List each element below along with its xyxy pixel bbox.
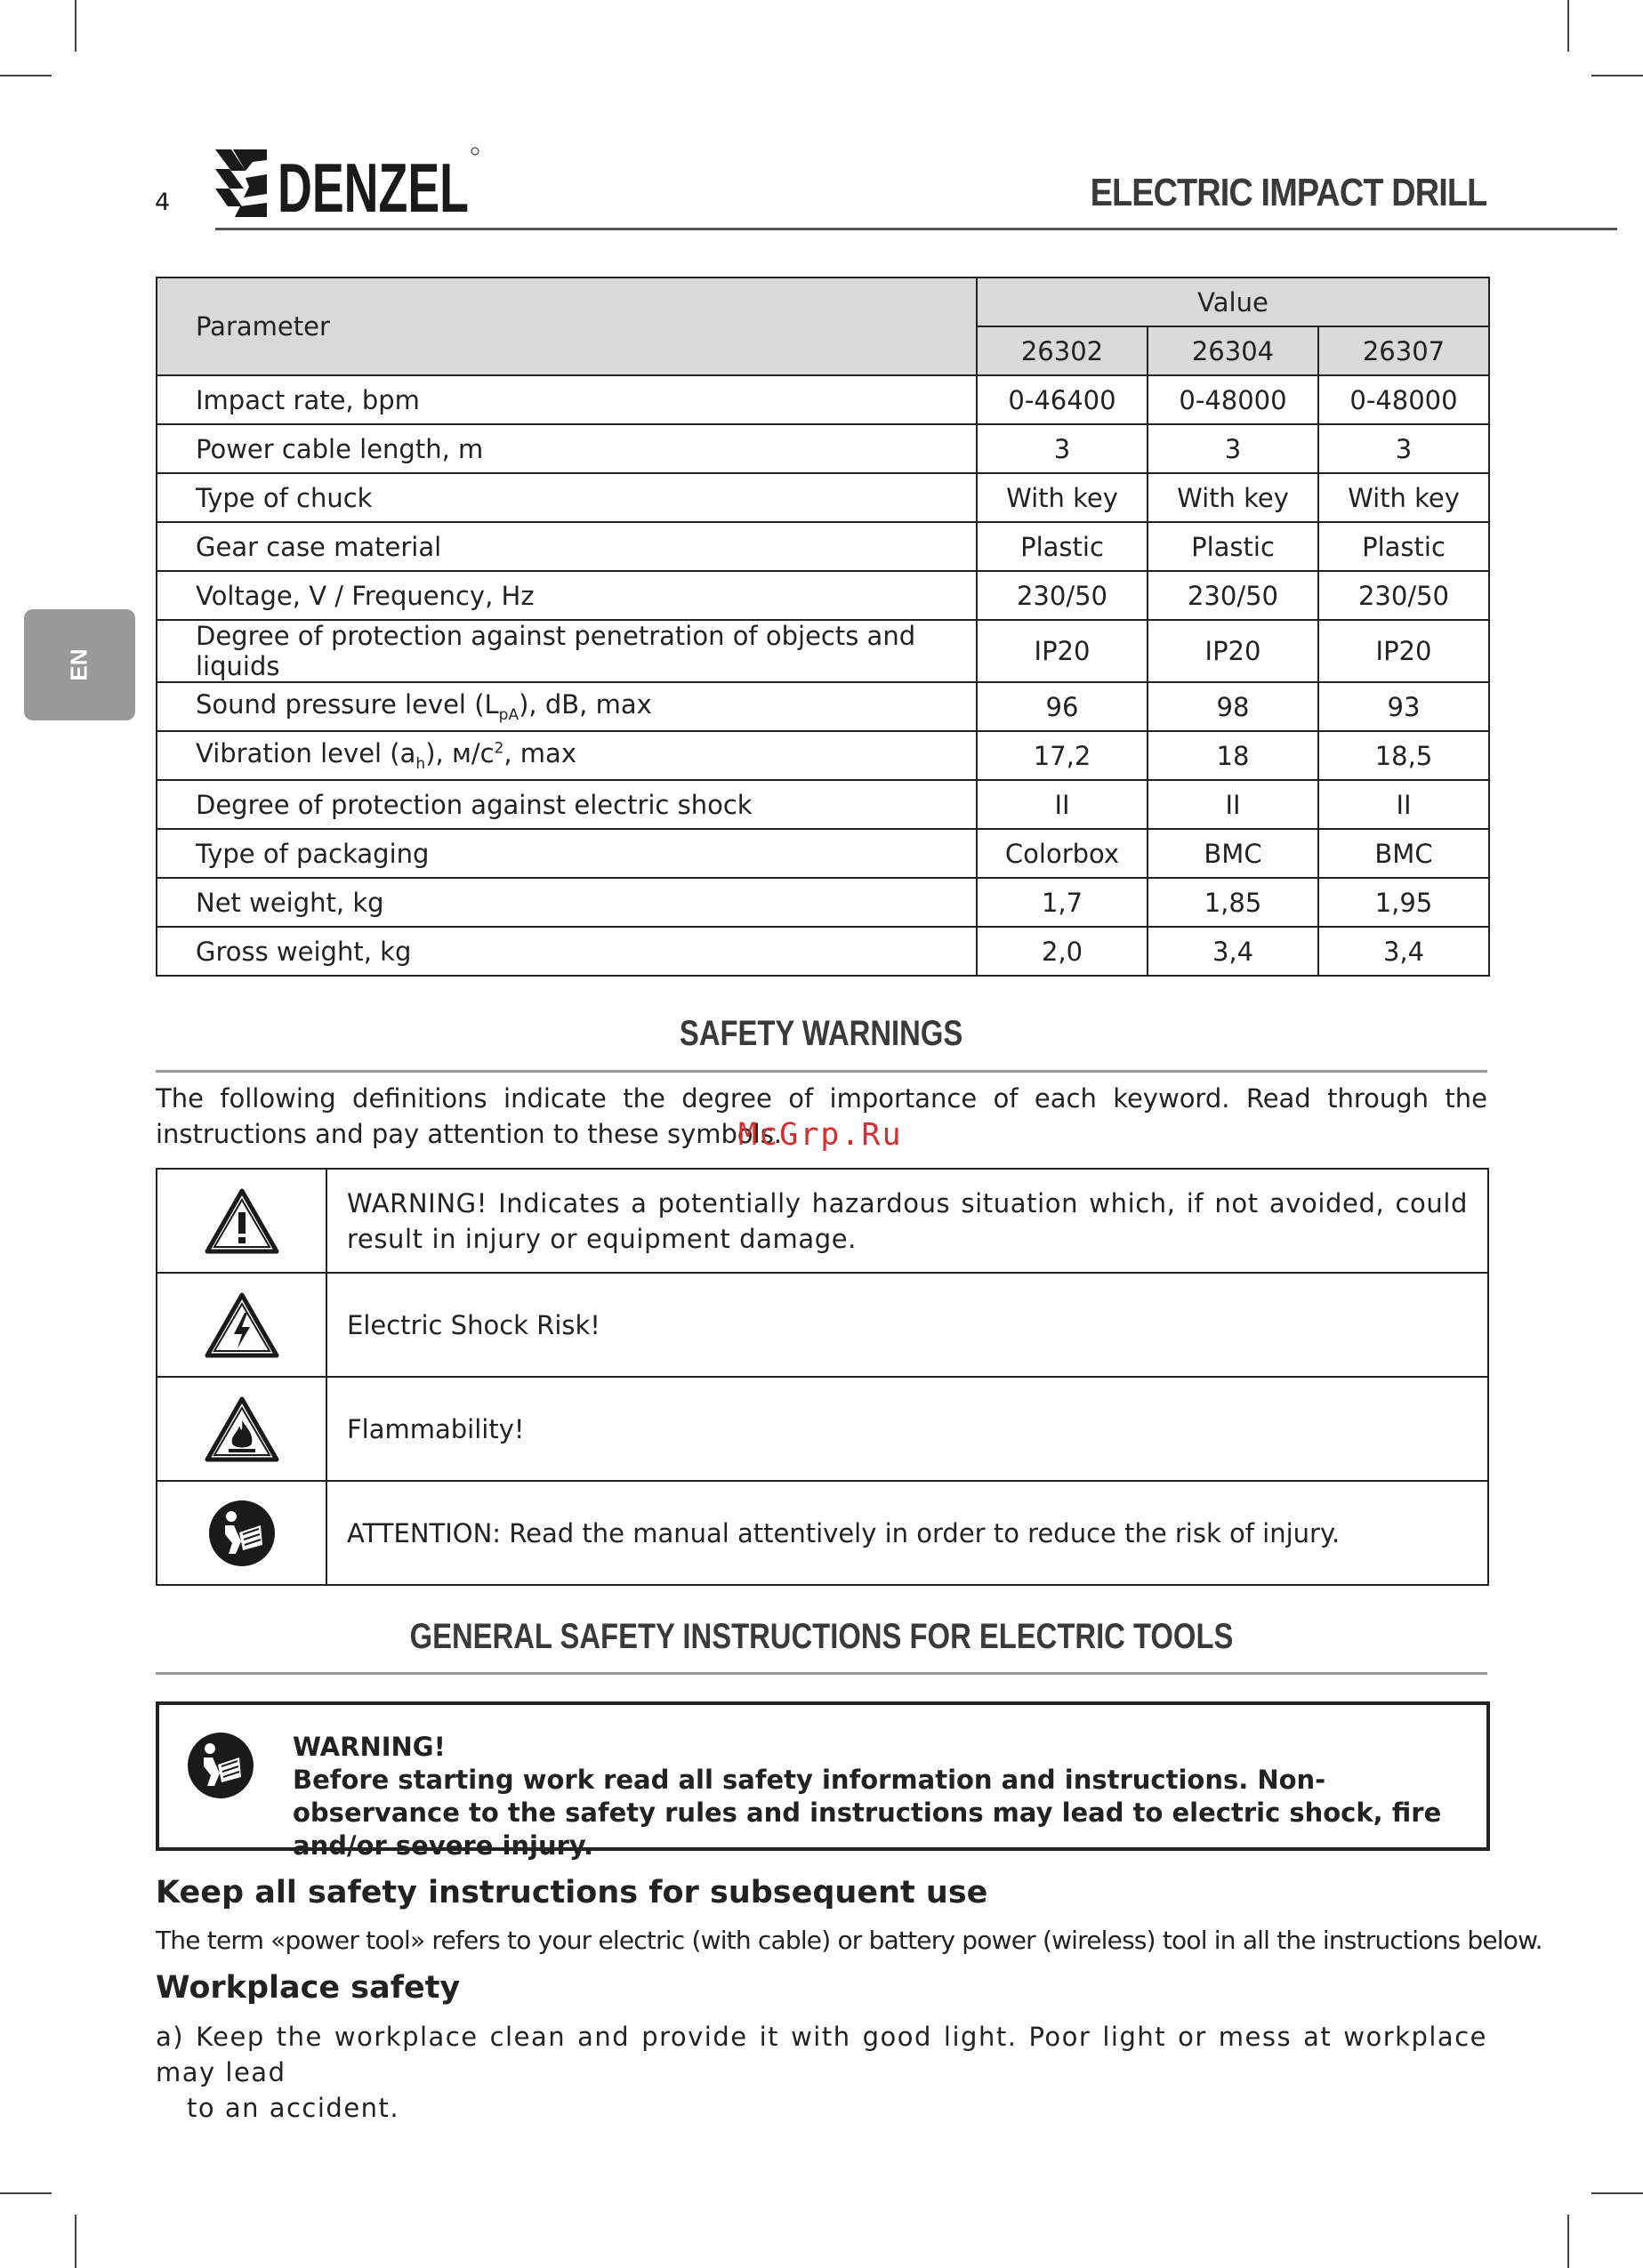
list-item: a) Keep the workplace clean and provide it with good light. Poor light or mess at workplace may lead to an accident. <box>156 2022 1487 2123</box>
table-row <box>157 522 1489 571</box>
param-cell: Degree of protection against electric shock <box>157 780 977 829</box>
workplace-safety-heading: Workplace safety <box>156 1970 461 2006</box>
value-cell: BMC <box>1318 829 1489 878</box>
crop-mark <box>75 0 77 52</box>
table-row <box>157 1272 1487 1376</box>
value-cell: BMC <box>1148 829 1318 878</box>
warning-label: WARNING! <box>293 1732 446 1762</box>
value-cell: 3 <box>1318 424 1489 473</box>
crop-mark <box>1591 75 1643 76</box>
table-row <box>157 473 1489 522</box>
param-cell: Degree of protection against penetration of objects and liquids <box>157 620 977 682</box>
param-cell: Gear case material <box>157 522 977 571</box>
value-cell: IP20 <box>1318 620 1489 682</box>
value-cell: IP20 <box>977 620 1148 682</box>
table-row <box>157 829 1489 878</box>
document-title: ELECTRIC IMPACT DRILL <box>1090 171 1486 214</box>
header-divider <box>215 228 1617 230</box>
value-cell: 230/50 <box>1148 571 1318 620</box>
language-tab <box>24 609 135 720</box>
model-header: 26304 <box>1148 326 1318 375</box>
value-cell: With key <box>1318 473 1489 522</box>
value-cell: With key <box>1148 473 1318 522</box>
value-cell: 1,85 <box>1148 878 1318 927</box>
section-divider <box>156 1672 1487 1675</box>
table-row <box>157 571 1489 620</box>
watermark: McGrp.Ru <box>738 1117 903 1153</box>
crop-mark <box>0 2192 52 2194</box>
value-cell: 230/50 <box>977 571 1148 620</box>
read-manual-icon <box>207 1499 277 1568</box>
table-row <box>157 927 1489 976</box>
symbols-table <box>156 1168 1489 1586</box>
value-cell: 17,2 <box>977 731 1148 780</box>
keep-instructions-heading: Keep all safety instructions for subsequent use <box>156 1875 988 1910</box>
value-cell: II <box>1318 780 1489 829</box>
value-cell: 98 <box>1148 682 1318 731</box>
crop-mark <box>1567 2215 1569 2268</box>
warning-triangle-icon <box>204 1187 280 1255</box>
param-cell: Gross weight, kg <box>157 927 977 976</box>
table-row <box>157 620 1489 682</box>
section-divider <box>156 1070 1487 1073</box>
value-cell: II <box>977 780 1148 829</box>
value-cell: 3,4 <box>1318 927 1489 976</box>
value-cell: 93 <box>1318 682 1489 731</box>
crop-mark <box>0 75 52 76</box>
language-tab-label: EN <box>66 648 93 681</box>
power-tool-definition: The term «power tool» refers to your electric (with cable) or battery power (wireless) tool in all the instructions below. <box>156 1926 1542 1955</box>
value-cell: Plastic <box>1148 522 1318 571</box>
table-row <box>157 424 1489 473</box>
value-cell: Colorbox <box>977 829 1148 878</box>
flammable-icon <box>204 1395 280 1463</box>
param-cell: Type of packaging <box>157 829 977 878</box>
warning-text <box>293 1731 1467 1862</box>
value-cell: 1,7 <box>977 878 1148 927</box>
table-row <box>157 731 1489 780</box>
value-cell: Plastic <box>1318 522 1489 571</box>
value-cell: With key <box>977 473 1148 522</box>
table-row <box>157 682 1489 731</box>
value-cell: 3 <box>1148 424 1318 473</box>
symbol-description: ATTENTION: Read the manual attentively in order to reduce the risk of injury. <box>347 1517 1341 1548</box>
value-cell: 0-46400 <box>977 375 1148 424</box>
table-row <box>157 375 1489 424</box>
value-cell: 96 <box>977 682 1148 731</box>
safety-intro: The following definitions indicate the degree of importance of each keyword. Read through the instructions and pay attention to these symbols. <box>156 1083 1487 1149</box>
table-row <box>157 878 1489 927</box>
table-row <box>157 780 1489 829</box>
param-cell: Voltage, V / Frequency, Hz <box>157 571 977 620</box>
warning-body: Before starting work read all safety information and instructions. Non-observance to the safety rules and instructions may lead to electric shock, fire and/or severe injury. <box>293 1765 1442 1861</box>
param-cell: Net weight, kg <box>157 878 977 927</box>
param-cell: Impact rate, bpm <box>157 375 977 424</box>
value-cell: 3 <box>977 424 1148 473</box>
general-safety-title: GENERAL SAFETY INSTRUCTIONS FOR ELECTRIC TOOLS <box>409 1617 1234 1656</box>
value-cell: 18 <box>1148 731 1318 780</box>
symbol-description: Flammability! <box>347 1413 525 1444</box>
crop-mark <box>75 2215 77 2268</box>
value-cell: Plastic <box>977 522 1148 571</box>
value-cell: 1,95 <box>1318 878 1489 927</box>
table-row <box>157 1376 1487 1480</box>
value-cell: 3,4 <box>1148 927 1318 976</box>
param-cell: Power cable length, m <box>157 424 977 473</box>
brand-logo <box>213 142 480 227</box>
value-cell: 0-48000 <box>1318 375 1489 424</box>
crop-mark <box>1591 2192 1643 2194</box>
value-cell: IP20 <box>1148 620 1318 682</box>
table-row <box>157 1170 1487 1272</box>
param-cell: Type of chuck <box>157 473 977 522</box>
specification-table <box>156 277 1490 977</box>
svg-text:DENZEL: DENZEL <box>278 149 469 227</box>
param-cell: Vibration level $(a_h)$, $м/с^2$, max <box>157 731 977 780</box>
warning-box <box>156 1701 1490 1861</box>
page-number: 4 <box>155 189 171 216</box>
electric-shock-icon <box>204 1291 280 1359</box>
symbol-description: Electric Shock Risk! <box>347 1309 600 1340</box>
table-row <box>157 1480 1487 1584</box>
model-header: 26307 <box>1318 326 1489 375</box>
value-header: Value <box>977 277 1489 326</box>
symbol-description: WARNING! Indicates a potentially hazardous situation which, if not avoided, could result in injury or equipment damage. <box>347 1187 1468 1254</box>
read-manual-icon <box>186 1731 255 1800</box>
crop-mark <box>1567 0 1569 52</box>
model-header: 26302 <box>977 326 1148 375</box>
safety-warnings-title: SAFETY WARNINGS <box>680 1014 963 1053</box>
param-cell: Sound pressure level $(L_{pA})$, dB, max <box>157 682 977 731</box>
value-cell: II <box>1148 780 1318 829</box>
value-cell: 18,5 <box>1318 731 1489 780</box>
value-cell: 0-48000 <box>1148 375 1318 424</box>
param-header: Parameter <box>157 277 977 375</box>
value-cell: 2,0 <box>977 927 1148 976</box>
value-cell: 230/50 <box>1318 571 1489 620</box>
